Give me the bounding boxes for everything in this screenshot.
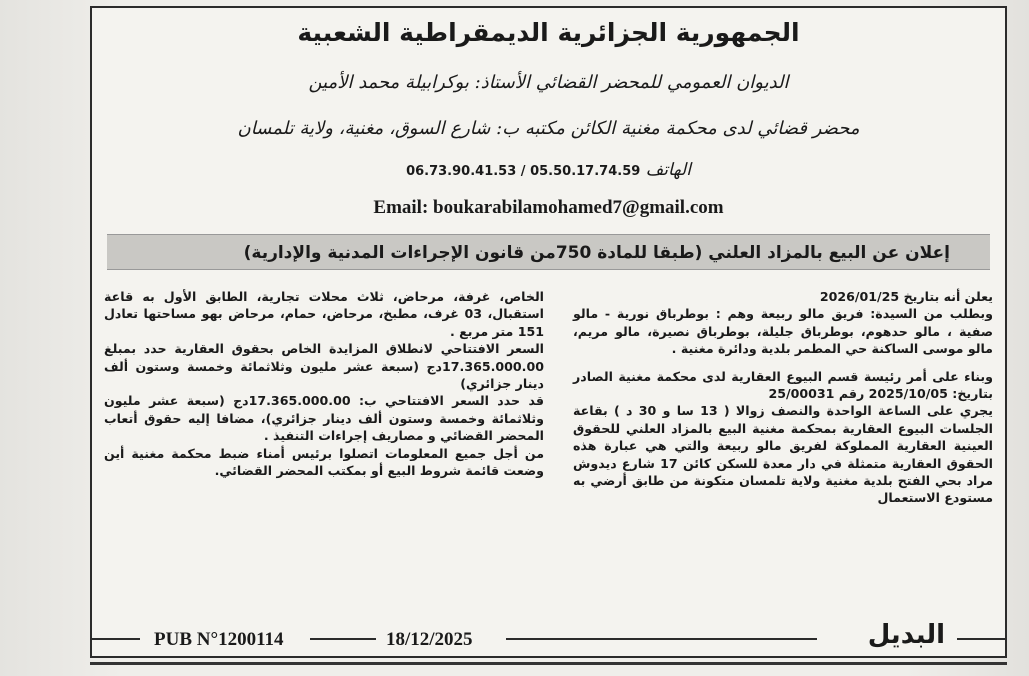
phone-numbers: 06.73.90.41.53 / 05.50.17.74.59 [406, 164, 641, 179]
announcement-date: يعلن أنه بتاريخ 2026/01/25 [819, 289, 993, 304]
legal-notice [90, 6, 1007, 658]
opening-price-paragraph: السعر الافتتاحي لانطلاق المزايدة الخاص بحقوق العقارية حدد بمبلغ 17.365.000.00دج (سبعة عشر مليون وثلاثمائة وخمسة وستون ألف دينار جزائري) [104, 341, 544, 392]
page-bottom-rule [90, 662, 1007, 665]
price-fees-paragraph: قد حدد السعر الافتتاحي ب: 17.365.000.00دج (سبعة عشر مليون وثلاثمائة وخمسة وستون ألف دينار جزائري)، مضافا إليه حقوق أتعاب المحضر القضائي و مصاريف إجراءات التنفيذ . [104, 393, 544, 444]
property-description: الخاص، غرفة، مرحاض، ثلاث محلات تجارية، الطابق الأول به قاعة استقبال، 03 غرف، مطبخ، مرحاض، حمام، مرحاض بهو مساحتها تعادل 151 متر مربع . [104, 289, 545, 339]
contact-paragraph: من أجل جميع المعلومات اتصلوا برئيس أمناء ضبط محكمة مغنية أين وضعت قائمة شروط البيع أو بمكتب المحضر القضائي. [104, 445, 544, 479]
requesters-paragraph: وبطلب من السيدة: فريق مالو ربيعة وهم : بوطرباق نورية - مالو صفية ، مالو حدهوم، بوطرباق جليلة، بوطرباق نصيرة، مالو مريم، مالو موسى الساكنة حي المطمر بلدية ودائرة مغنية . [573, 306, 993, 357]
pub-number: PUB N°1200114 [154, 629, 284, 650]
newspaper-name: البديل [867, 620, 945, 650]
email-line: Email: boukarabilamohamed7@gmail.com [373, 197, 724, 218]
office-name: الديوان العمومي للمحضر القضائي الأستاذ: بوكرابيلة محمد الأمين [308, 72, 789, 93]
left-column [104, 288, 544, 479]
court-order-paragraph: وبناء على أمر رئيسة قسم البيوع العقارية لدى محكمة مغنية الصادر بتاريخ: 2025/10/05 رقم 25/00031 [573, 368, 993, 402]
phone-line [92, 160, 1005, 180]
right-column [573, 288, 993, 507]
notice-title: الجمهورية الجزائرية الديمقراطية الشعبية [297, 18, 800, 47]
office-address: محضر قضائي لدى محكمة مغنية الكائن مكتبه ب: شارع السوق، مغنية، ولاية تلمسان [237, 118, 860, 139]
auction-banner: إعلان عن البيع بالمزاد العلني (طبقا للمادة 750من قانون الإجراءات المدنية والإدارية) [107, 234, 990, 270]
sale-details-paragraph: يجري على الساعة الواحدة والنصف زوالا ( 13 سا و 30 د ) بقاعة الجلسات البيوع العقارية بمحكمة مغنية البيع بالمزاد العلني للحقوق العينية العقارية المملوكة لفريق مالو ربيعة والتي هي عبارة هذه الحقوق العقارية متمثلة في دار معدة للسكن كائن 17 شارع ديدوش مراد بحي الفتح بلدية مغنية ولاية تلمسان متكونة من طابق أرضي به مستودع الاستعمال [573, 403, 993, 506]
phone-label: الهاتف [645, 160, 691, 180]
publication-date: 18/12/2025 [386, 629, 473, 650]
